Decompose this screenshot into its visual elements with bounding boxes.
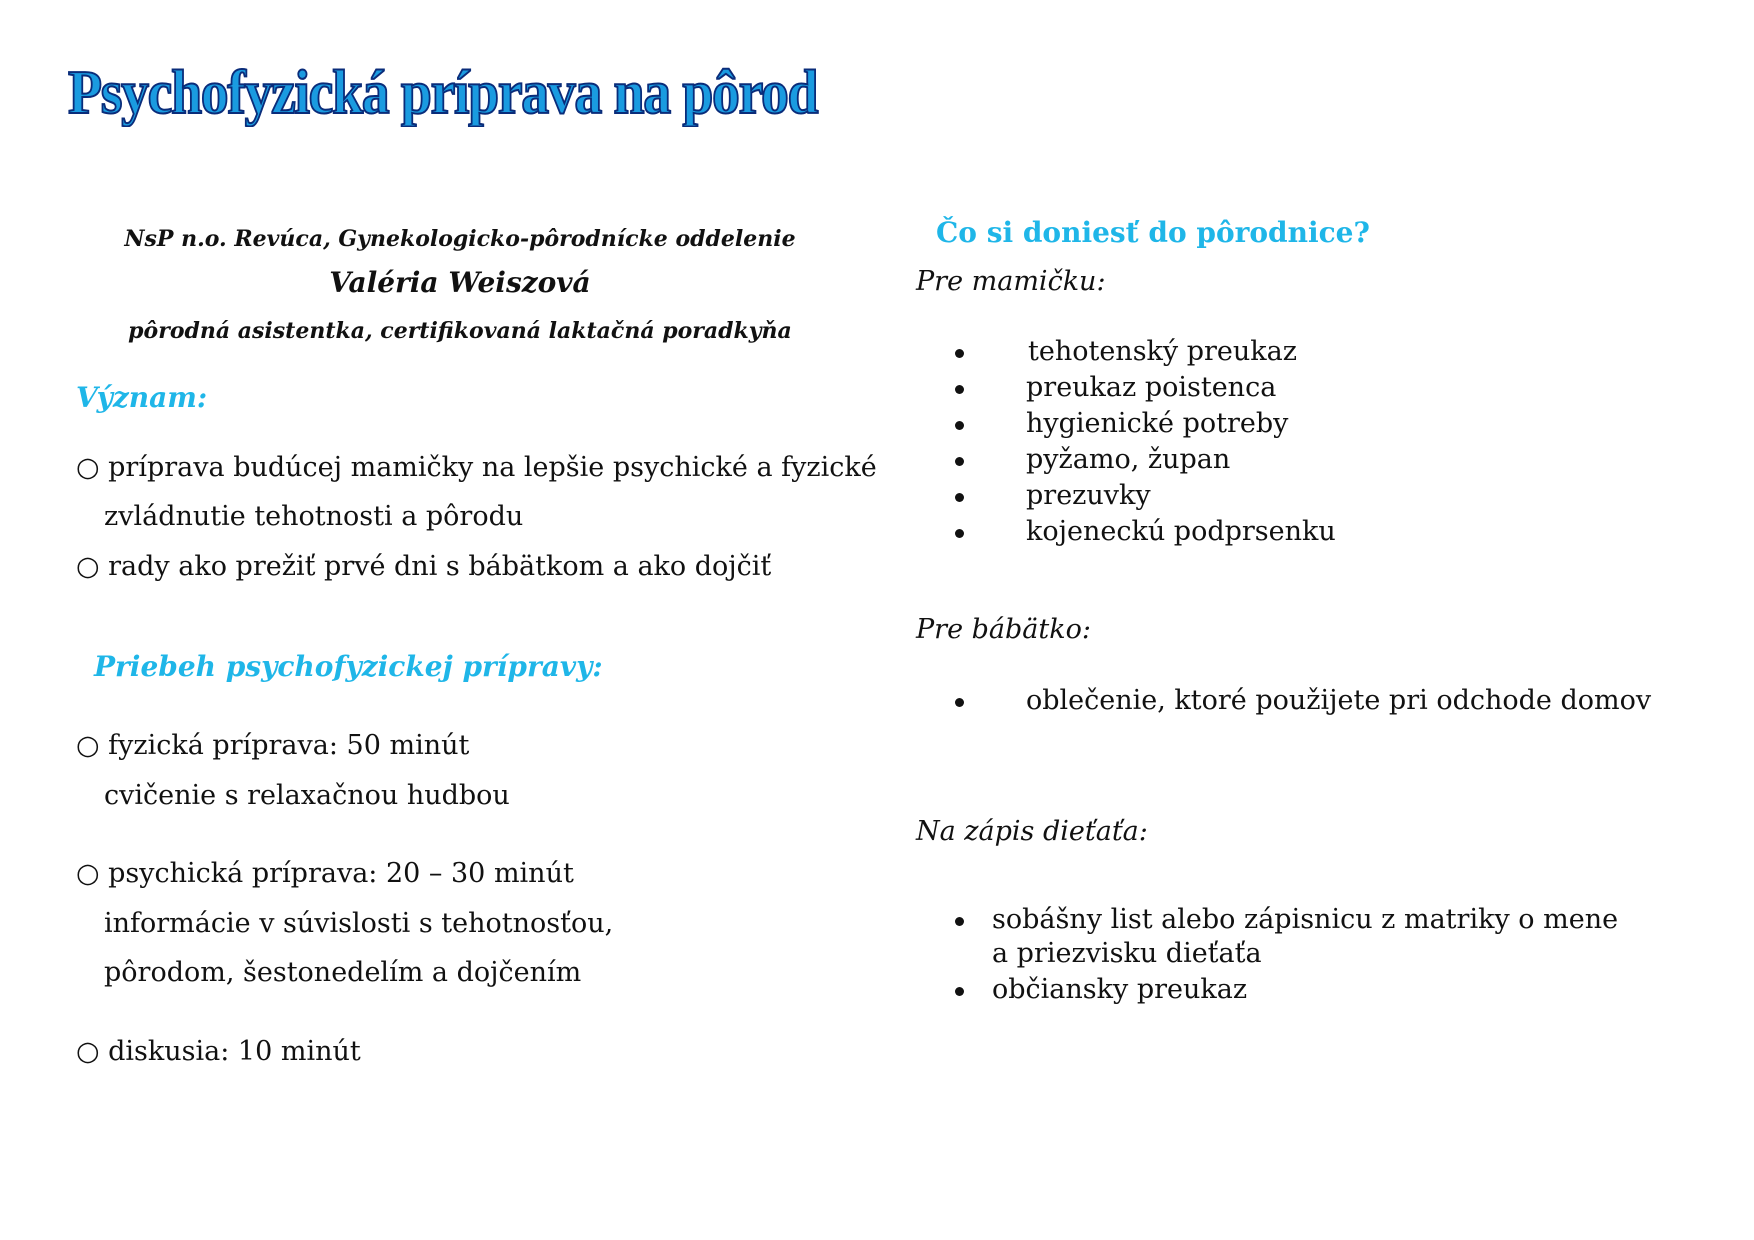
priebeh-heading: Priebeh psychofyzickej prípravy:: [94, 650, 603, 683]
vyznam-item-2-line-1: ○ rady ako prežiť prvé dni s bábätkom a ako dojčiť: [76, 551, 772, 582]
bullet-icon: [955, 917, 964, 926]
bullet-icon: [955, 698, 964, 707]
bullet-icon: [955, 493, 964, 502]
mamicka-item-1: tehotenský preukaz: [1028, 336, 1297, 367]
bullet-icon: [955, 529, 964, 538]
vyznam-heading: Význam:: [76, 381, 208, 414]
mamicka-item-6: kojeneckú podprsenku: [1026, 516, 1336, 547]
bullet-icon: [955, 421, 964, 430]
mamicka-item-3: hygienické potreby: [1026, 408, 1289, 439]
bullet-icon: [955, 457, 964, 466]
author-organization: NsP n.o. Revúca, Gynekologicko-pôrodnícke oddelenie: [124, 226, 796, 252]
page-title: Psychofyzická príprava na pôrod: [68, 59, 818, 127]
babatko-label: Pre bábätko:: [916, 614, 1091, 645]
babatko-item-1: oblečenie, ktoré použijete pri odchode domov: [1026, 685, 1652, 716]
priebeh-item-2-line-2: informácie v súvislosti s tehotnosťou,: [104, 908, 614, 939]
zapis-item-1-line-1: sobášny list alebo zápisnicu z matriky o mene: [992, 904, 1619, 935]
bullet-icon: [955, 987, 964, 996]
priebeh-item-3-line-1: ○ diskusia: 10 minút: [76, 1036, 361, 1067]
vyznam-item-1-line-1: ○ príprava budúcej mamičky na lepšie psychické a fyzické: [76, 452, 877, 483]
co-si-doniest-heading: Čo si doniesť do pôrodnice?: [936, 216, 1370, 249]
mamicka-label: Pre mamičku:: [916, 266, 1106, 297]
mamicka-item-5: prezuvky: [1026, 480, 1151, 511]
bullet-icon: [955, 349, 964, 358]
author-role: pôrodná asistentka, certifikovaná laktačná poradkyňa: [128, 318, 792, 344]
priebeh-item-1-line-2: cvičenie s relaxačnou hudbou: [104, 780, 510, 811]
mamicka-item-2: preukaz poistenca: [1026, 372, 1277, 403]
priebeh-item-2-line-3: pôrodom, šestonedelím a dojčením: [104, 957, 582, 988]
author-name: Valéria Weiszová: [329, 266, 591, 299]
bullet-icon: [955, 385, 964, 394]
zapis-label: Na zápis dieťaťa:: [916, 816, 1148, 847]
zapis-item-2: občiansky preukaz: [992, 974, 1248, 1005]
mamicka-item-4: pyžamo, župan: [1026, 444, 1231, 475]
vyznam-item-1-line-2: zvládnutie tehotnosti a pôrodu: [104, 501, 524, 532]
priebeh-item-1-line-1: ○ fyzická príprava: 50 minút: [76, 730, 470, 761]
priebeh-item-2-line-1: ○ psychická príprava: 20 – 30 minút: [76, 858, 574, 889]
zapis-item-1-line-2: a priezvisku dieťaťa: [992, 938, 1262, 969]
